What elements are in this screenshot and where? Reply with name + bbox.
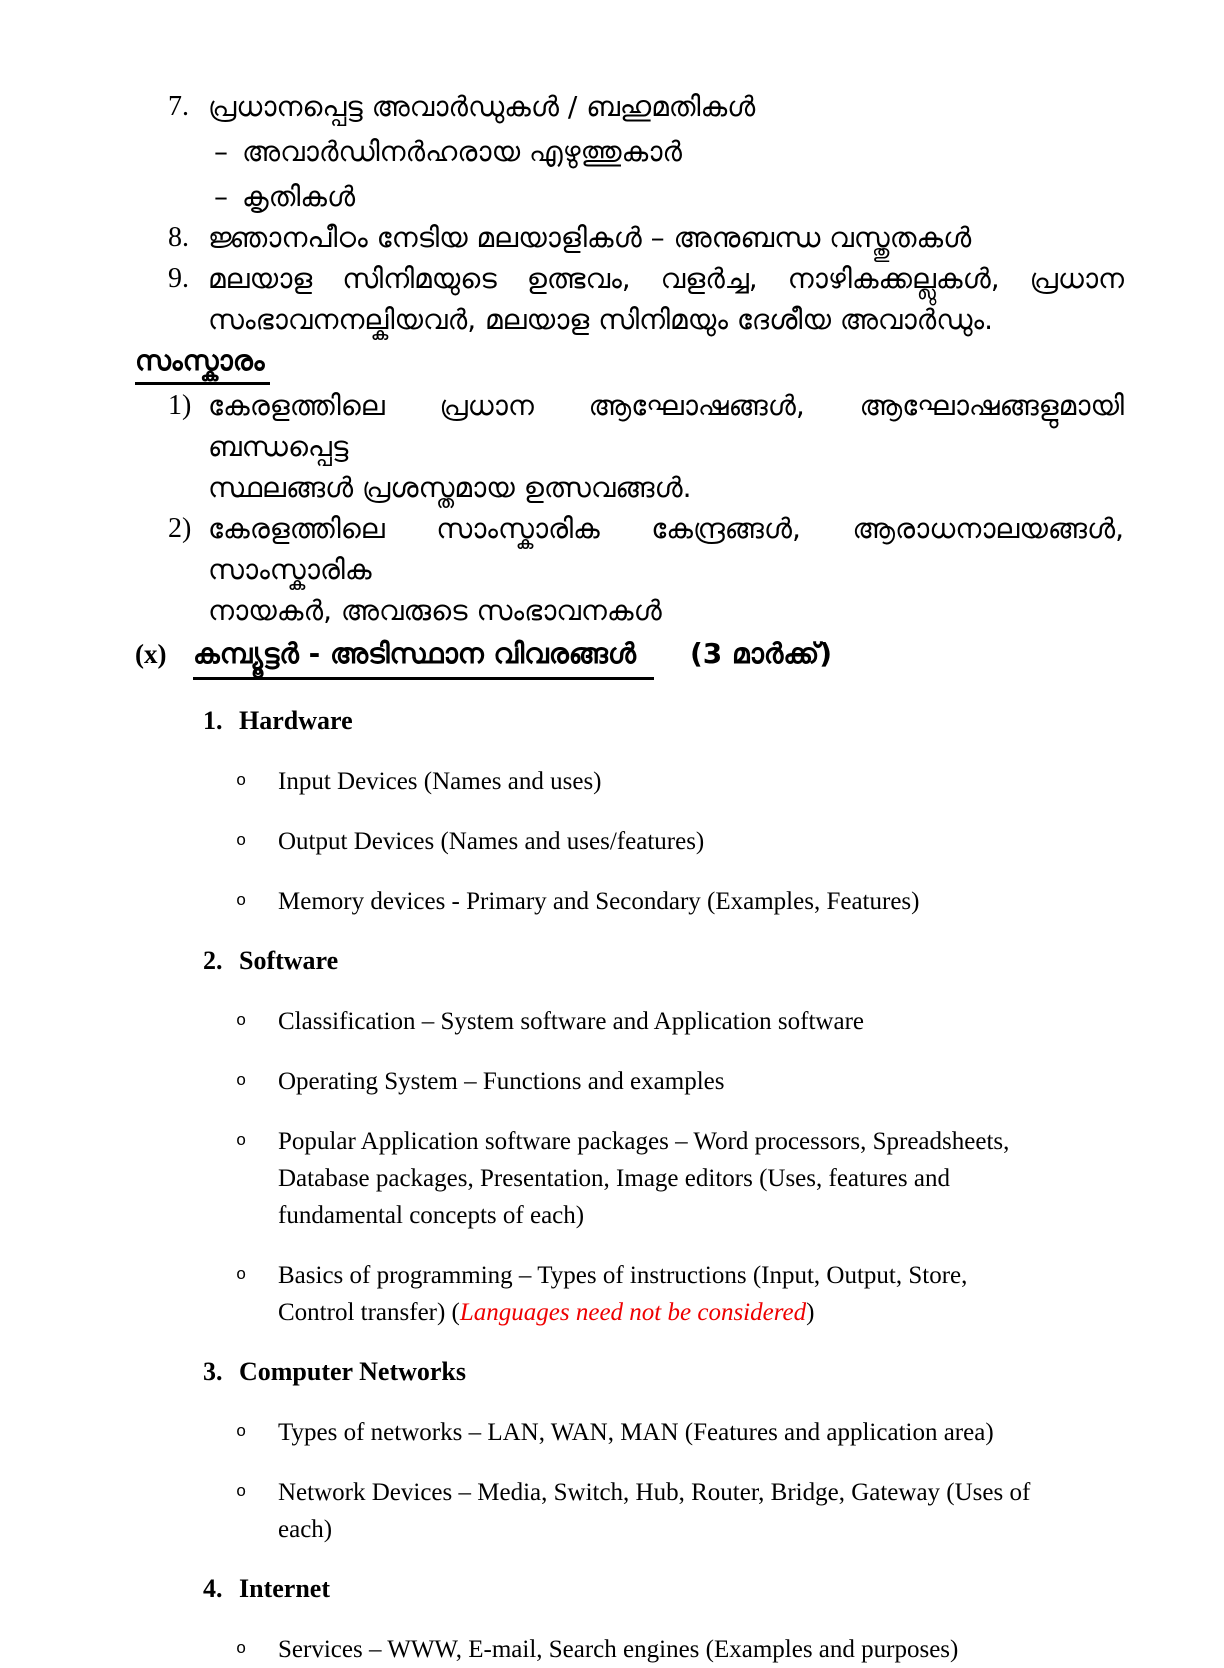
list-item-7-sub-1-text: അവാർഡിനർഹരായ എഴുത്തുകാർ xyxy=(242,135,682,168)
bullet-input-devices xyxy=(236,763,1224,800)
topic-networks-heading xyxy=(203,1353,1224,1391)
topic-software-title: Software xyxy=(239,946,339,975)
culture-item-1-number: 1) xyxy=(168,390,192,421)
bullet-input-devices-text: Input Devices (Names and uses) xyxy=(278,768,602,795)
list-item-7-text: പ്രധാനപ്പെട്ട അവാർഡുകൾ / ബഹുമതികൾ xyxy=(208,90,756,123)
list-item-8 xyxy=(168,217,1224,258)
bullet-output-devices-text: Output Devices (Names and uses/features) xyxy=(278,828,705,855)
circle-bullet-icon: o xyxy=(236,832,247,851)
culture-section-heading-text: സംസ്കാരം xyxy=(135,340,270,385)
culture-item-1-line-2: സ്ഥലങ്ങൾ പ്രശസ്തമായ ഉത്സവങ്ങൾ. xyxy=(208,471,692,504)
bullet-basics-programming-line-2 xyxy=(278,1294,967,1331)
culture-item-1 xyxy=(168,385,1224,508)
bullet-basics-programming-line-1: Basics of programming – Types of instructions (Input, Output, Store, xyxy=(278,1262,968,1289)
topic-hardware-number: 1. xyxy=(203,706,223,735)
bullet-network-devices-text xyxy=(278,1474,1030,1548)
list-item-9-number: 9. xyxy=(168,263,189,294)
bullet-types-of-networks xyxy=(236,1414,1224,1451)
list-item-8-number: 8. xyxy=(168,222,189,253)
list-item-9-text xyxy=(208,258,1124,340)
list-item-7-number: 7. xyxy=(168,91,189,122)
list-item-9 xyxy=(168,258,1224,340)
topic-hardware-title: Hardware xyxy=(239,706,353,735)
computer-section-title: കമ്പ്യൂട്ടർ - അടിസ്ഥാന വിവരങ്ങൾ xyxy=(193,633,654,680)
bullet-network-devices-line-1: Network Devices – Media, Switch, Hub, Router, Bridge, Gateway (Uses of xyxy=(278,1479,1031,1506)
bullet-operating-system xyxy=(236,1063,1224,1100)
culture-item-1-text xyxy=(208,385,1124,508)
list-item-9-line-1: മലയാള സിനിമയുടെ ഉത്ഭവം, വളർച്ച, നാഴികക്കല്ലുകൾ, പ്രധാന xyxy=(208,262,1124,295)
list-item-9-line-2: സംഭാവനനല്കിയവർ, മലയാള സിനിമയും ദേശീയ അവാർഡും. xyxy=(208,303,994,336)
list-item-7-sub-2-text: കൃതികൾ xyxy=(242,180,356,213)
culture-item-2 xyxy=(168,508,1224,631)
circle-bullet-icon: o xyxy=(236,1012,247,1031)
culture-item-2-line-2: നായകർ, അവരുടെ സംഭാവനകൾ xyxy=(208,594,662,627)
circle-bullet-icon: o xyxy=(236,1072,247,1091)
computer-section-label: (x) xyxy=(135,639,167,669)
circle-bullet-icon: o xyxy=(236,892,247,911)
bullet-operating-system-text: Operating System – Functions and examples xyxy=(278,1068,725,1095)
bullet-internet-services-text: Services – WWW, E-mail, Search engines (Examples and purposes) xyxy=(278,1636,959,1663)
topic-hardware-heading xyxy=(203,702,1224,740)
bullet-types-of-networks-text: Types of networks – LAN, WAN, MAN (Features and application area) xyxy=(278,1419,994,1446)
topic-internet-title: Internet xyxy=(239,1574,330,1603)
topic-networks-title: Computer Networks xyxy=(239,1357,466,1386)
dash-bullet-icon: – xyxy=(214,180,228,213)
topic-internet-number: 4. xyxy=(203,1574,223,1603)
list-item-7-sub-1 xyxy=(214,131,1224,172)
bullet-basics-programming xyxy=(236,1257,1224,1331)
culture-item-2-number: 2) xyxy=(168,513,192,544)
list-item-8-text: ജ്ഞാനപീഠം നേടിയ മലയാളികൾ – അനുബന്ധ വസ്തുതകൾ xyxy=(208,221,972,254)
bullet-memory-devices-text: Memory devices - Primary and Secondary (Examples, Features) xyxy=(278,888,920,915)
circle-bullet-icon: o xyxy=(236,1132,247,1151)
circle-bullet-icon: o xyxy=(236,1423,247,1442)
bullet-popular-applications-line-1: Popular Application software packages – Word processors, Spreadsheets, xyxy=(278,1128,1010,1155)
list-item-7-sub-2 xyxy=(214,176,1224,217)
bullet-output-devices xyxy=(236,823,1224,860)
bullet-memory-devices xyxy=(236,883,1224,920)
rich-line-pre: Control transfer) ( xyxy=(278,1299,460,1326)
bullet-popular-applications-line-3: fundamental concepts of each) xyxy=(278,1202,585,1229)
bullet-popular-applications xyxy=(236,1123,1224,1234)
bullet-classification xyxy=(236,1003,1224,1040)
culture-section-heading xyxy=(135,340,1224,385)
topic-internet-heading xyxy=(203,1570,1224,1608)
topic-networks-number: 3. xyxy=(203,1357,223,1386)
culture-item-2-text xyxy=(208,508,1124,631)
topic-software-number: 2. xyxy=(203,946,223,975)
bullet-classification-text: Classification – System software and Application software xyxy=(278,1008,864,1035)
list-item-7 xyxy=(168,86,1224,127)
circle-bullet-icon: o xyxy=(236,1483,247,1502)
culture-item-2-line-1: കേരളത്തിലെ സാംസ്കാരിക കേന്ദ്രങ്ങൾ, ആരാധനാലയങ്ങൾ, സാംസ്കാരിക xyxy=(208,512,1124,586)
bullet-popular-applications-text xyxy=(278,1123,1009,1234)
bullet-basics-programming-text xyxy=(278,1257,967,1331)
computer-section-marks: (3 മാർക്ക്) xyxy=(689,637,833,670)
culture-item-1-line-1: കേരളത്തിലെ പ്രധാന ആഘോഷങ്ങൾ, ആഘോഷങ്ങളുമായി ബന്ധപ്പെട്ട xyxy=(208,389,1124,463)
rich-line-post: ) xyxy=(806,1299,815,1326)
bullet-network-devices-line-2: each) xyxy=(278,1516,333,1543)
bullet-internet-services xyxy=(236,1631,1224,1668)
dash-bullet-icon: – xyxy=(214,135,228,168)
bullet-network-devices xyxy=(236,1474,1224,1548)
circle-bullet-icon: o xyxy=(236,772,247,791)
computer-section-heading xyxy=(135,633,1224,680)
topic-software-heading xyxy=(203,942,1224,980)
rich-line-red-note: Languages need not be considered xyxy=(459,1299,807,1326)
circle-bullet-icon: o xyxy=(236,1640,247,1659)
bullet-popular-applications-line-2: Database packages, Presentation, Image editors (Uses, features and xyxy=(278,1165,950,1192)
circle-bullet-icon: o xyxy=(236,1266,247,1285)
